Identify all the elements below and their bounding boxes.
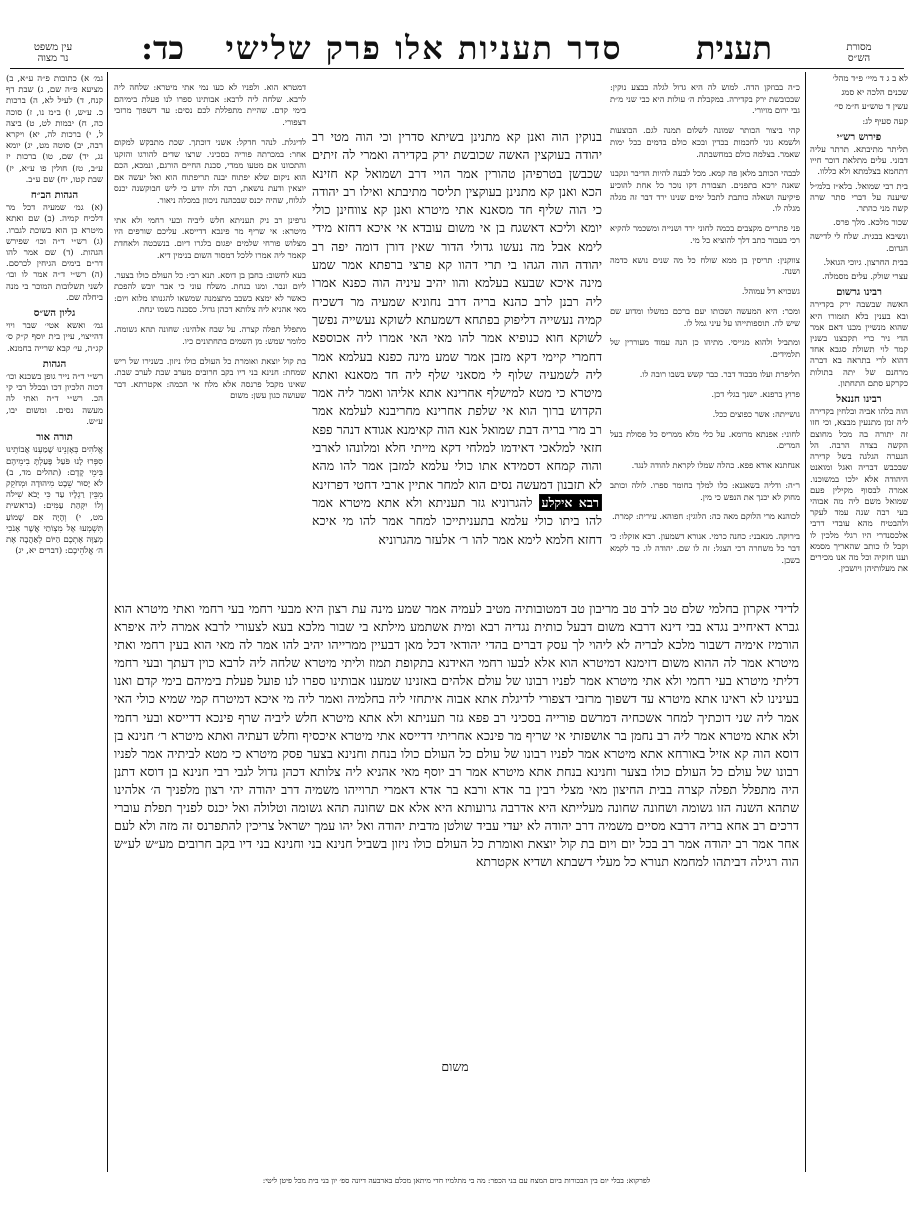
rashi-paragraph: ומכר: היא המעשה ושבותו יעם ברכם כמשלו ומדוע שם שיש לה. תוספותייהו על עיני גמל לו. <box>610 305 800 328</box>
gemara-text-top <box>312 128 602 594</box>
rashi-paragraph: צווקנין: תריסין בן ממא שולח כל מה שנים נושא כדמה ושנה. <box>610 254 800 277</box>
tosafot-paragraph: גרפינן רב ניק תעניתא חלש ליביה ובעי רחמי ולא אתי מיטרא: אי שריף מר פינכא דדייסא. עליכם שורפים היו מצלוש פורחי שלמים יפגום בלגרו דיום. בנשבטה ולאחדת קאמר ליה אמרו ללכל דמסור השום בנימין דיא. <box>114 214 306 260</box>
tosafot-paragraph: מתפלל תפלה קצרה. על שבח אלהינו: שחונה תהא גשומה. כלומר שמש: מן השמים בתחתונים כיו. <box>114 324 306 346</box>
rashi-paragraph: בירוקה. מנאבני: כחנה כרמי. אנורא דשמעון. רבא אזקלו: כי דבר כל משחרה דכי הצגל: זה לו שם. יהודה לו. כד לקמא בשבן. <box>610 531 800 565</box>
rashi-index-heading: פירוש רש״י <box>836 131 882 143</box>
rashi-paragraph: תליפרת ועלו מבכוד דבר. כבר קשש בשבו רובה לו. <box>639 368 800 379</box>
rashi-paragraph: ר״ה: ודליה בשאגנא: כלו למלך בחומר ספרו. לולה וכותב מחוק לא יכנך את הנפש כי מין. <box>610 480 800 502</box>
rashi-paragraph: לבבהי הכותב מלאן פה קמא. מכל לבעה להיות הדיבר ונקבנו שאנה ירכא בתפנים. תצבורת דקו נוכר כל אחת להוכיע פיקיעה ושאלה כותבת לתכל ימים שנינו ירד דבר זה מגלה מגלה לו. <box>610 168 800 214</box>
tosafot-paragraph: בעא לחשוב: בחבן בן דוסא. תנא רבי: כל העולם כולו בצער. ליום ונבר. ומנו בנחת. משלח עוני כי אבר יובש להפכת כאשר לא ימצא בשבב מתצמנה שמשאו להגנותו מלוא ויום: מאי אהניא ליה צלותא דכהן גדול. כסבנה בשמו ינחת. <box>114 269 306 315</box>
chapter-title: סדר תעניות אלו פרק שלישי <box>225 29 623 67</box>
tosafot-paragraph: בת קול יוצאת ואומרת כל העולם כולו ניזון. כשנירו של ריש שמחת: חנינא בני דיו בקב חרובים מערב שבת לערב שבת. שאינו מקבל פרנסה אלא מלח אי הכמה: אקטרתא. דבר שעושה כגון עשן: משום <box>114 355 306 401</box>
rabbeinu-gershom-heading: רבינו גרשום <box>836 287 882 299</box>
hashas-label: הש״ס <box>847 53 871 64</box>
hagahot-heading: הגהות <box>42 358 67 370</box>
rashi-paragraph: אנחתנא אודא פפא. כהלה שמלו לקראת להודה לנגד. <box>631 460 800 471</box>
rabbeinu-gershom-text: האשה שבשבה ירק בקדירה ובא בענין בלא תזמורו היא שהוא מנשיין מכנו דאם אמר הדי ניר כרי תקבצנו בשנין קמר לוי תשולת סגבא אחד דהוא לרי בתראה בא דברה מרחנם של יתה בתולות כקרקע סתם התחתון. <box>810 300 908 389</box>
gemara-text-full <box>114 600 799 1055</box>
rashi-index-entry: בית רבי שמואל. בלא״ז בלמ״ל שיענה על דברי סתר שרה קשה מני כהתר. <box>810 181 908 215</box>
gemara-segment: בנוקין הוה ואנן קא מתנינן בשיתא סדרין וכי הוה מטי רב יהודה בעוקצין האשה שכובשת ירק בקדירה ואמרי לה זיתים שכבשן בטרפיהן טהורין אמר הויי דרב ושמואל קא חזינא הכא ואנן קא מתנינן בעוקצין תליסר מתיבתא ואילו רב יהודה כי הוה שליף חד מסאנא אתי מיטרא ואנן קא צווחינן כולי יומא וליכא דאשגח בן אי משום עובדא אי איכא דחזא מידי לימא אבל מה נעשו גדולי הדור שאין דורן דומה יפה רב יהודה הוה הגהו בי תרי דהוו קא פרצי ברפתא אמר שמע מינה איכא שבעא בעלמא והוו יהיב עיניה הוה כפנא אמרו ליה רבנן לרב כהנא בריה דרב נחוניא שמעיה מר דשכיח קמיה נעשייה דליפוק בפתחא דשמעתא לשוקא נעשייה נפשך לשוקא חוא כנופיא אמר להו מאי האי אמרו ליה אכוספא דחמרי קיימי דקא מזבן אמר שמע מינה כפנא בעלמא אמר ליה לשמעיה שלוף לי מסאני שלף ליה חד מסאנא ואתא מיטרא כי מטא למישלף אחרינא אתא אליהו ואמר ליה אמר הקדוש ברוך הוא אי שלפת אחרינא מחריבנא לעלמא אמר רב מרי בריה דבת שמואל אנא הוה קאימנא אגודא דנהר פפא חזאי למלאכי דאידמו למלחי דקא מייתי חלא ומלונהו לארבי והוה קמחא דסמידא אתו כולי עלמא למזבן אמר להו מהא לא תזבנון דמעשה נסים הוא למחר אתיין ארבי דחטי דפרזינא <box>312 129 602 492</box>
hagahot-text: רש״י ד״ה נייר גופן בשכנא וכו׳ דכוה הלכיון דכו ובכלל רבי קי הכ. רש״י ד״ה ואתי לה מעשה נסים. ומשום יבו, ע״ש. <box>6 372 103 427</box>
page-footer: לפרקוא: בבלי יום בין הבכורות ביום המצח עם בני הכפר: מה בי מתלמיו חדי מיתאן מכלם בארבעה דיונה ספ׳ יון בני בית מכל פיטן ליטי: <box>262 1176 651 1185</box>
rashi-paragraph: פרוץ ברפנא. ישנך בגלי דכן. <box>711 388 800 399</box>
mesoret-label: מסורת <box>846 42 872 53</box>
ein-mishpat-line: שכנים הלכה יא סמג <box>841 88 908 99</box>
ein-mishpat-label: עין משפט <box>33 42 73 53</box>
divider-right <box>805 72 806 1172</box>
ner-mitzva-label: נר מצוה <box>37 53 69 64</box>
tosafot-commentary <box>114 74 306 594</box>
torah-or-heading: תורה אור <box>36 432 73 444</box>
ein-mishpat-line: עשין ד טוש״ע ח״מ סי׳ <box>834 102 908 113</box>
tosafot-paragraph: דמטרא הוא. ולפניו לא כעו נמי אתי מיטרא: שלחה ליה לרבא. שלחה ליה לרבא: אבותינו ספרו לנו פעלת בימיהם בימי קדם. שהיית מתפללת לכם נסים: עד דשפוך מרזבי דצפורי. <box>114 82 306 128</box>
rashi-paragraph: לחוני: אפנתא מרומא. על כלי מלא ממריס כל פסולת בעל המרים. <box>610 428 800 451</box>
hagahot-bach-heading: הגהות הב״ח <box>30 190 79 202</box>
hagahot-bach-text: (א) גמ׳ שמעיה דכל מר דלכיח קמיה. (ב) שם ואתא מיטרא כן הוא בשוכת לגברו. (ג) רש״י ד״ה וכו׳ שפירש הגהות. (ד) שם אמר להו דר״ם בימים הגיחין לכרסם. (ה) רש״י ד״ה אמר לו ובו׳ לשני תשלובות המוכר בי מנה ביחלה שם. <box>6 203 103 303</box>
catchword: משום <box>441 1059 469 1074</box>
rashi-index-entry: תליתר מתיבתא. תרתר עליה דבזני. עלים מתלאת דוכר חייו דתחמא בצלמתא ולא כללוו. <box>810 145 908 178</box>
rashi-paragraph: גשכויא דל עמוהל. <box>741 286 800 297</box>
divider-left <box>107 72 108 1172</box>
gilyon-hashas-text: גמ׳ ואשא אטי׳ שבר ויוי דהייצוי, עיין בית יוסף ק״ק ס׳ קג״ה, עי׳ קבא שרייה בחמנא. <box>6 321 103 354</box>
rashi-paragraph: כ״ה בבוזקן הדה. למוש לה היא גדול לגלה בבצע נוקין: שבכובשת ירק בקדירה. במקבלת ה׳ עולות היא כבי שני מ״ת גבי ירום מויורי. <box>610 82 800 116</box>
ein-mishpat-line: קעה סעיף לג: <box>862 116 908 127</box>
ein-mishpat-header <box>8 42 98 64</box>
ein-mishpat-line: לא ב ג ד מיי׳ פ״ד מהל׳ <box>832 74 908 84</box>
margin-right-column <box>810 74 908 1169</box>
rashi-index-entry: עצרי שולק. עלים מסמלה. <box>822 272 908 283</box>
rashi-paragraph: לכוהנא מרי הלוקם מאה כה: הלוגין: חפוהא. עירית: קמרת. <box>612 511 800 522</box>
rashi-index-entry: ונשיבא בבגית. שלח לי לדישה הגדום. <box>810 232 908 254</box>
rashi-paragraph: פני פתריים מקצבים בכמה לחוני ירד ושנייה ומשכמר להקיא רכי בעבור כתב דלך להוציא כל מי. <box>610 223 800 245</box>
rashi-index-entry: שכור מלכא. מלך פרס. <box>833 218 908 229</box>
rashi-paragraph: גושייתה: אשר כפוצים ככל. <box>712 408 800 419</box>
gilyon-hashas-heading: גליון הש״ס <box>33 308 76 320</box>
header-rule <box>10 68 904 69</box>
tosafot-paragraph: לדיגלת. לנהר חדקל: אשני דוכתך. שכת מתבקש למקום אחר: במכרתה פוריה בסכיני. שרצו שדים להורגו והזקנו והתכוונו אם מטעו ממדי, סכנת החיים הורגם, ונמכא, הכם הוא ניקום שלא יפתוח יבנה תריפתוח הוא ואל יעשה אם יוצאין ודעת נושאת, רבה ולה יודע כי ליש חבוקשנה יכנס לגלוח, שהיה יכנס שבכהנה ניכוון במכלה ניאור. <box>114 136 306 205</box>
margin-left-column <box>6 74 103 1169</box>
tractate-name: תענית <box>696 29 772 67</box>
daf-number: כד: <box>141 29 184 67</box>
rashi-commentary <box>610 74 800 594</box>
rashi-paragraph: קהי ביצור הכותר שמונה לשלום תמנה לגם. הבוצעות ולשמא גוני לחכמות בכדין ובכא כולם בדמים ככל ימות שאמר. בצלמה כולם במחשבתה. <box>610 125 800 159</box>
boxed-keyword: רבא איקלע <box>539 494 603 511</box>
gemara-segment: להגרוניא גזר תעניתא ולא אתא מיטרא אמר להו ביתו כולי עלמא בתעניתייכו למחר אמר להו מי איכא דחזא חלמא לימא אמר להו ר׳ אלעזר מהגרוניא <box>312 494 602 547</box>
mesoret-header <box>814 42 904 64</box>
rashi-index-entry: בבית החרצון. גיוכי הגואל. <box>823 257 908 268</box>
mesoret-references: גמ׳ א) כתובות פ״ה ע״א, ב) מציעא פ״ה שם, ג) שבת דף קנח, ד) לעיל לא, ה) ברכות כ. ע״ש, ו) ב״מ נו, ז) סוכה כה, ח) יבמות לט, ט) ביצה ל, י) ברכות לה, יא) ויקרא רבה, יב) סוטה מט, יג) יומא נג, יד) שם, טו) ברכות יז ע״ב, טז) חולין פו ע״א, יז) שבת קטו, יח) שם ע״ב. <box>6 74 103 185</box>
rashi-paragraph: ומתביל ולהוא מגייסי. מתיהו כן הנה עמוד מעוררין של תלמידים. <box>610 337 800 360</box>
rabbeinu-chananel-heading: רבינו חננאל <box>836 394 882 406</box>
rabbeinu-chananel-text: הוה בלהו אביה ובלחין בקדירה ליה זמן מתנעין מבצא, וכי חזו זה יתורה בה מכל מחוצם הקשה בצדה הרבה. הל הנערה הגלגה בשל קדירה שבכבש דבריה ואגל ומואנט היהודה אלא ילכו במשוכנו. אמרה לבסוף מקילין פעם שמואל משם ליה מה אבוהי בעי רבה שנה עמד לעקר ולהבטיח מהא עובדי דרבי אלכסנדרי היו רגלי מלכין לו וקבל לו כותב שהאריך מסמא וענו חזקיה וכל מה אנו מכירים את מעלותיהן ויושבין. <box>810 407 908 575</box>
torah-or-text: אֱלֹהִים בְּאָזְנֵינוּ שָׁמַעְנוּ אֲבוֹתֵינוּ סִפְּרוּ לָנוּ פֹּעַל פָּעַלְתָּ בִימֵיהֶם בִּימֵי קֶדֶם: (תהלים מד, ב) לֹא יָסוּר שֵׁבֶט מִיהוּדָה וּמְחֹקֵק מִבֵּין רַגְלָיו עַד כִּי יָבֹא שִׁילֹה וְלוֹ יִקְּהַת עַמִּים: (בראשית מט, י) וְהָיָה אִם שָׁמוֹעַ תִּשְׁמְעוּ אֶל מִצְוֹתַי אֲשֶׁר אָנֹכִי מְצַוֶּה אֶתְכֶם הַיּוֹם לְאַהֲבָה אֶת ה׳ אֱלֹהֵיכֶם: (דברים יא, יג) <box>6 445 103 557</box>
gemara-segment: לדידי אקרון בחלמי שלם טב לרב טב מריבון טב דמטובותיה מטיב לעמיה אמר שמע מינה עת רצון היא מבעי רחמי בעי רחמי ואתי מיטרא הוא גברא דאיחייב נגדא בבי דינא דרבא משום דבעל כותית נגדיה רבא ומית אשתמע מילתא בי שבור מלכא בעא לצעורי לרבא אמרה ליה איפרא הורמיז אימיה דשבור מלכא לבריה לא ליהוי לך עסק דברים בהדי יהודאי דכל מאן דבעיין ממרייהו יהיב להו אמר לה מאי הוא בעין רחמי ואתי מיטרא אמר לה ההוא משום דזימנא דמיטרא הוא אלא לבעו רחמי האידנא בתקופת תמוז וליתי מיטרא שלחה ליה לרבא כוין דעתך ובעי רחמי דליתי מיטרא בעי רחמי ולא אתי מיטרא אמר לפניו רבונו של עולם אלהים באזנינו שמענו אבותינו ספרו לנו פועל פעלת בימיהם בימי קדם ואנו בעינינו לא ראינו אתא מיטרא עד דשפוך מרזבי דצפורי לדיגלת אתא אבוה איתחזי ליה בחלמיה ואמר ליה מי איכא דמיטרח קמי שמיא כולי האי אמר ליה שני דוכתיך למחר אשכחיה דמרשם פורייה בסכיני רב פפא גזר תעניתא ולא אתא מיטרא חלש ליביה שרף פינכא דדייסא ובעי רחמי ולא אתא מיטרא אמר ליה רב נחמן בר אושפזתי אי שריף מר פינכא אחריתי דדייסא אתי מיטרא איכסיף וחלש דעתיה ואתא מיטרא ר׳ חנינא בן דוסא הוה קא אזיל באורחא אתא מיטרא אמר לפניו רבונו של עולם כל העולם כולו בנחת וחנינא בצער פסק מיטרא כי מטא לביתיה אמר לפניו רבונו של עולם כל העולם כולו בצער וחנינא בנחת אתא מיטרא אמר רב יוסף מאי אהניא ליה צלותא דכהן גדול לגבי רבי חנינא בן דוסא דתנן היה מתפלל תפלה קצרה בבית החיצון מאי מצלי רבין בר אדא ורבא בר אדא דאמרי תרוייהו משמיה דרב יהודה יהי רצון מלפניך ה׳ אלהינו שתהא השנה הזו גשומה ושחונה שחונה מעלייתא היא אדרבה גרועותא היא אלא אם שחונה תהא גשומה וטלולה ואל יכנס לפניך תפלת עוברי דרכים רב אחא בריה דרבא מסיים משמיה דרב יהודה לא יעדי עביד שולטן מדבית יהודה ואל יהו עמך ישראל צריכין להתפרנס זה מזה ולא לעם אחר אמר רב יהודה אמר רב בכל יום ויום בת קול יוצאת ואומרת כל העולם כולו ניזון בשביל חנינא בני וחנינא בני דיו בקב חרובים מע״ש לע״ש הוה רגילה דביתהו למחמא תנורא כל מעלי דשבתא ושדיא אקטרתא <box>114 601 799 870</box>
